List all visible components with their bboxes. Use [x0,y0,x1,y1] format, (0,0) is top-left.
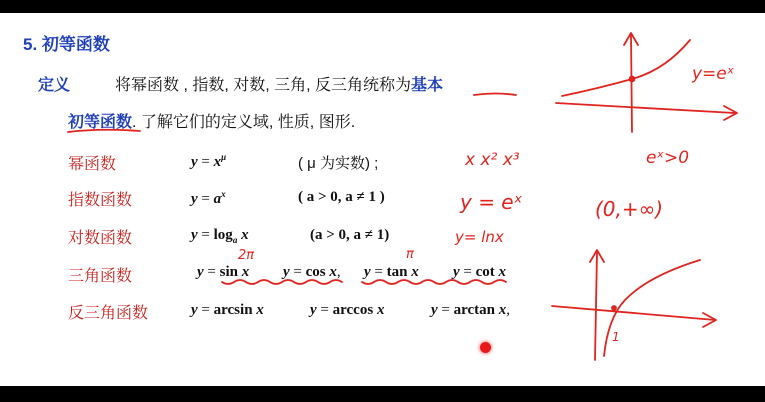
formula-sin: y = sin x [197,264,250,280]
handwritten-exp-function: y = eˣ [460,190,523,214]
function-name-power: 幂函数 [68,156,117,173]
formula-power: $y = x^\mu$ [191,152,227,170]
wavy-underline-sin-cos [222,280,342,284]
formula-arcsin: y = arcsin x [191,302,264,318]
exp-graph-y-axis [631,35,632,132]
handwritten-log-tick: 1 [612,330,620,344]
note-power: ( μ 为实数) ; [298,155,379,172]
log-graph-x-axis [552,306,715,320]
handwritten-power-examples: x x² x³ [465,150,520,170]
underline-elementary-functions [68,130,140,132]
function-name-exponential: 指数函数 [68,192,133,209]
formula-cos: y = cos x, [283,264,341,280]
definition-highlight-2: 初等函数 [68,114,133,131]
exp-graph-intercept [630,77,635,82]
handwritten-sin-period: 2π [238,248,255,263]
log-graph-y-axis [595,252,597,360]
definition-line-1-text: 将幂函数 , 指数, 对数, 三角, 反三角统称为 [115,77,412,94]
log-curve [604,260,700,356]
function-name-trigonometric: 三角函数 [68,268,133,285]
formula-tan: y = tan x [364,264,419,280]
exp-curve [562,40,690,96]
log-graph-intercept [612,306,616,310]
note-exponential: ( a > 0, a ≠ 1 ) [298,189,385,205]
wavy-underline-tan-cot [362,280,506,284]
definition-highlight-1: 基本 [411,77,444,94]
formula-cot: y = cot x [453,264,507,280]
section-title: 5. 初等函数 [23,35,110,54]
handwritten-exp-graph-label: y=eˣ [692,64,735,84]
handwritten-range: (0,+∞) [595,197,664,221]
function-name-inverse-trig: 反三角函数 [68,305,149,322]
handwritten-exp-positive: eˣ>0 [646,148,690,168]
formula-exponential: $y = a^x$ [191,189,226,207]
underline-basic [474,94,516,96]
formula-arccos: y = arccos x [310,302,385,318]
formula-arctan: y = arctan x, [431,302,511,318]
formula-logarithmic: $y = \log_a x$ [191,227,249,245]
laser-pointer-dot [480,342,491,353]
definition-line-2-text: . 了解它们的定义域, 性质, 图形. [132,114,356,131]
handwritten-tan-period: π [406,247,414,262]
note-logarithmic: (a > 0, a ≠ 1) [310,227,390,243]
video-bottom-bar [0,386,765,402]
handwritten-ln-function: y= lnx [455,228,504,246]
definition-label: 定义 [38,77,71,94]
exp-graph-x-axis [556,103,735,113]
function-name-logarithmic: 对数函数 [68,230,133,247]
